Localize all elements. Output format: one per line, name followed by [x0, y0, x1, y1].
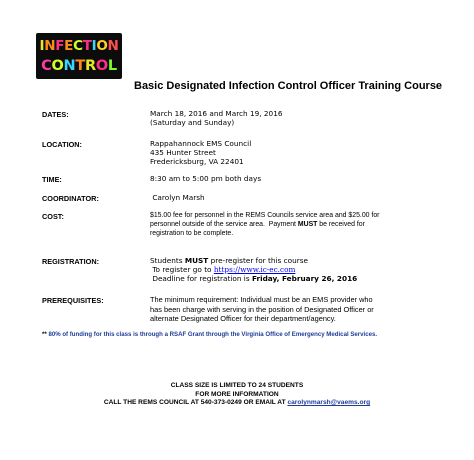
registration-link-prefix: To register go to: [150, 265, 214, 274]
logo-letter: F: [55, 38, 65, 54]
footer: [0, 382, 474, 408]
footer-line-1: CLASS SIZE IS LIMITED TO 24 STUDENTS: [170, 382, 304, 389]
logo-letter: O: [95, 58, 108, 74]
coordinator-label: COORDINATOR:: [42, 194, 99, 203]
logo-letter: O: [51, 58, 64, 74]
logo-letter: R: [84, 58, 96, 74]
logo-letter: L: [107, 58, 117, 74]
registration-must: MUST: [184, 256, 209, 265]
page-title: Basic Designated Infection Control Officer Training Course: [134, 80, 443, 92]
logo-letter: I: [39, 38, 45, 54]
registration-line-1: [150, 256, 357, 265]
registration-line-2: [150, 265, 357, 274]
cost-label: COST:: [42, 212, 64, 221]
coordinator-value: [150, 193, 205, 202]
deadline-date: Friday, February 26, 2016: [251, 274, 358, 283]
cost-line-2: [150, 220, 379, 229]
time-line: 8:30 am to 5:00 pm both days: [150, 174, 262, 183]
logo-letter: I: [91, 38, 97, 54]
logo-letter: N: [63, 58, 76, 74]
registration-text-end: pre-register for this course: [208, 256, 309, 265]
dates-line: (Saturday and Sunday): [150, 118, 235, 127]
prerequisites-value: [150, 295, 374, 324]
logo-letter: T: [82, 38, 92, 54]
prerequisites-label: PREREQUISITES:: [42, 296, 104, 305]
registration-line-3: [150, 274, 357, 283]
time-value: [150, 174, 261, 183]
logo-letter: N: [107, 38, 119, 54]
cost-line-2-text: personnel outside of the service area. Payment: [150, 221, 298, 229]
cost-line-1: $15.00 fee for personnel in the REMS Councils service area and $25.00 for: [150, 212, 380, 219]
coordinator-line: Carolyn Marsh: [150, 193, 205, 202]
logo-letter: T: [75, 58, 85, 74]
location-value: [150, 139, 251, 166]
cost-value: [150, 211, 379, 239]
funding-note: [42, 331, 432, 340]
deadline-prefix: Deadline for registration is: [150, 274, 252, 283]
note-text: 80% of funding for this class is through a RSAF Grant through the Virginia Office of Emergency Medical Services.: [46, 331, 378, 338]
logo-letter: C: [73, 38, 83, 54]
registration-label: REGISTRATION:: [42, 257, 100, 266]
contact-email-link[interactable]: carolynmarsh@vaems.org: [287, 399, 371, 406]
dates-label: DATES:: [42, 110, 69, 119]
cost-line-2-end: be received for: [317, 221, 365, 229]
location-line: Rappahannock EMS Council: [150, 139, 252, 148]
registration-link[interactable]: https://www.ic-ec.com: [213, 265, 296, 274]
logo-letter: N: [44, 38, 56, 54]
dates-line: March 18, 2016 and March 19, 2016: [150, 109, 283, 118]
logo-line-2: [36, 58, 122, 74]
footer-call-text: CALL THE REMS COUNCIL AT 540-373-0249 OR EMAIL AT: [103, 399, 288, 406]
logo-letter: C: [41, 58, 52, 74]
location-line: Fredericksburg, VA 22401: [150, 157, 244, 166]
prerequisites-line: The minimum requirement: Individual must be an EMS provider who: [150, 295, 373, 304]
location-label: LOCATION:: [42, 140, 82, 149]
note-stars: **: [42, 331, 47, 338]
footer-line-2: FOR MORE INFORMATION: [195, 390, 279, 398]
footer-line-3: [0, 399, 474, 408]
logo-letter: O: [96, 38, 108, 54]
prerequisites-line: alternate Designated Officer for their department/agency.: [150, 314, 336, 323]
time-label: TIME:: [42, 175, 62, 184]
location-line: 435 Hunter Street: [150, 148, 216, 157]
prerequisites-line: has been charge with serving in the position of Designated Officer or: [150, 304, 374, 314]
logo-line-1: [36, 38, 122, 54]
cost-line-3: registration to be complete.: [150, 230, 234, 238]
registration-value: [150, 256, 357, 283]
infection-control-logo: [36, 33, 122, 79]
dates-value: [150, 109, 282, 127]
registration-text: Students: [150, 256, 185, 265]
cost-must: MUST: [297, 221, 318, 229]
logo-letter: E: [64, 38, 74, 54]
